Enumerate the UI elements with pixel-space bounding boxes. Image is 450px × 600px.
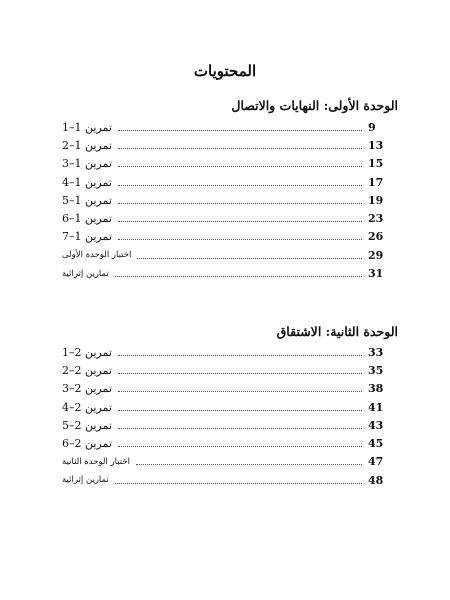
toc-entry-page-number: 47 [368, 455, 384, 469]
toc-entry [62, 471, 390, 489]
dot-leader [118, 410, 362, 411]
unit-heading: الوحدة الأولى: النهايات والاتصال [231, 98, 398, 113]
unit-heading: الوحدة الثانية: الاشتقاق [276, 324, 398, 339]
toc-entry [62, 118, 390, 136]
toc-entry-label: تمرين 2–5 [62, 418, 112, 432]
dot-leader [118, 221, 362, 222]
toc-entry [62, 191, 390, 209]
dot-leader [118, 203, 362, 204]
toc-entry-label: تمرين 1–1 [62, 120, 112, 134]
dot-leader [118, 446, 362, 447]
toc-entry [62, 453, 390, 471]
dot-leader [137, 258, 362, 259]
toc-entry-label: تمرين 1–6 [62, 212, 112, 226]
dot-leader [118, 391, 362, 392]
toc-entry-label: تمرين 1–3 [62, 157, 112, 171]
toc-entry [62, 209, 390, 227]
dot-leader [118, 355, 362, 356]
dot-leader [118, 166, 362, 167]
toc-entry-label: تمرين 1–7 [62, 230, 112, 244]
toc-entry [62, 264, 390, 282]
toc-entry-page-number: 33 [368, 345, 384, 359]
toc-entry-page-number: 9 [368, 120, 376, 134]
toc-entry [62, 361, 390, 379]
toc-entry-page-number: 19 [368, 193, 384, 207]
toc-entry-page-number: 41 [368, 400, 384, 414]
toc-entry [62, 434, 390, 452]
toc-entry-label: تمارين إثرائية [62, 268, 109, 279]
toc-entry-page-number: 26 [368, 230, 384, 244]
toc-entry-label: تمرين 2–2 [62, 363, 112, 377]
dot-leader [118, 373, 362, 374]
toc-list [62, 343, 390, 489]
toc-entry-page-number: 29 [368, 248, 384, 262]
toc-entry-label: تمرين 1–2 [62, 138, 112, 152]
toc-entry [62, 228, 390, 246]
toc-entry-label: تمرين 2–6 [62, 437, 112, 451]
dot-leader [118, 148, 362, 149]
toc-entry-page-number: 43 [368, 418, 384, 432]
toc-entry [62, 416, 390, 434]
dot-leader [118, 239, 362, 240]
toc-entry-page-number: 23 [368, 212, 384, 226]
toc-entry [62, 173, 390, 191]
toc-entry [62, 398, 390, 416]
toc-entry-page-number: 13 [368, 138, 384, 152]
dot-leader [118, 185, 362, 186]
dot-leader [118, 130, 362, 131]
page-title: المحتويات [193, 62, 257, 80]
toc-entry-page-number: 17 [368, 175, 384, 189]
toc-entry-label: اختبار الوحدة الثانية [62, 456, 130, 467]
toc-entry-page-number: 45 [368, 437, 384, 451]
toc-entry-page-number: 38 [368, 382, 384, 396]
toc-entry-label: تمارين إثرائية [62, 475, 109, 486]
toc-list [62, 118, 390, 283]
toc-entry [62, 246, 390, 264]
toc-entry-page-number: 35 [368, 363, 384, 377]
toc-entry [62, 380, 390, 398]
dot-leader [115, 276, 362, 277]
toc-entry-page-number: 31 [368, 267, 384, 281]
toc-entry-label: تمرين 2–1 [62, 345, 112, 359]
dot-leader [115, 483, 362, 484]
toc-entry-page-number: 48 [368, 473, 384, 487]
toc-entry-label: تمرين 1–4 [62, 175, 112, 189]
toc-entry-label: تمرين 2–4 [62, 400, 112, 414]
dot-leader [118, 428, 362, 429]
toc-entry-label: تمرين 1–5 [62, 193, 112, 207]
toc-entry [62, 155, 390, 173]
toc-entry-page-number: 15 [368, 157, 384, 171]
toc-entry [62, 343, 390, 361]
toc-entry-label: اختبار الوحدة الأولى [62, 250, 132, 261]
dot-leader [136, 464, 362, 465]
toc-entry-label: تمرين 2–3 [62, 382, 112, 396]
toc-entry [62, 136, 390, 154]
